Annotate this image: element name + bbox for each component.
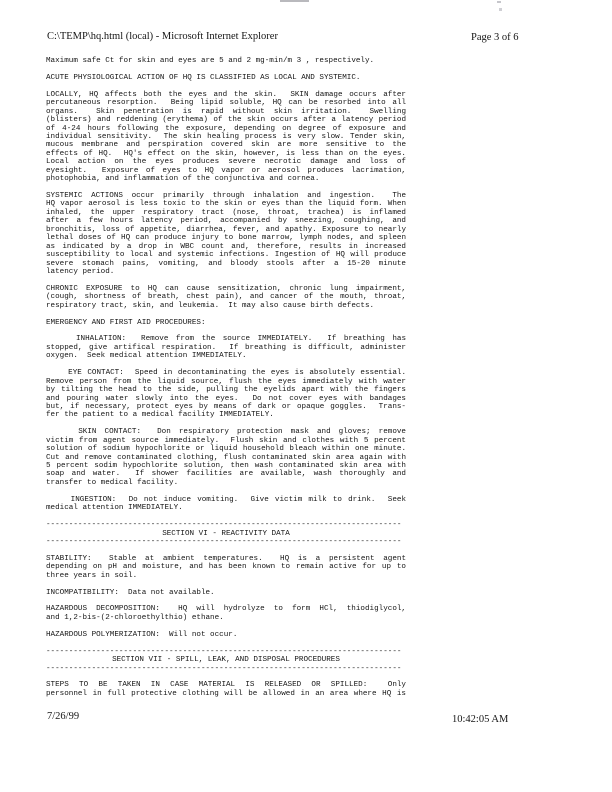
text-line: eyesight. Exposure of eyes to HQ vapor or aerosol produces lacrimation,	[46, 166, 406, 175]
text-line: EYE CONTACT: Speed in decontaminating the eyes is absolutely essential.	[46, 369, 406, 378]
blank-line	[46, 361, 406, 369]
print-header-page-number: Page 3 of 6	[471, 32, 519, 43]
section-vi-title: SECTION VI - REACTIVITY DATA	[162, 529, 290, 538]
text-line: severe stomach pains, vomiting, and bloody stools after a 15-20 minute	[46, 259, 406, 268]
text-line: oxygen. Seek medical attention IMMEDIATELY.	[46, 352, 247, 361]
blank-line	[46, 310, 406, 318]
section-divider: ------------------------------------------------------------------------------	[46, 537, 402, 546]
text-line: soap and water. If shower facilities are available, wash thoroughly and	[46, 470, 406, 479]
text-line: lethal doses of HQ can produce injury to bone marrow, lymph nodes, and spleen	[46, 234, 406, 243]
text-line: (cough, shortness of breath, chest pain), and cancer of the mouth, throat,	[46, 293, 406, 302]
scan-artifact	[497, 1, 501, 3]
text-line: INHALATION: Remove from the source IMMEDIATELY. If breathing has	[46, 335, 407, 344]
text-line: bronchitis, loss of appetite, diarrhea, fever, and apathy. Exposure to nearly	[46, 225, 406, 234]
text-line: STABILITY: Stable at ambient temperatures. HQ is a persistent agent	[46, 554, 406, 563]
print-footer-time: 10:42:05 AM	[452, 714, 509, 725]
text-line: INGESTION: Do not induce vomiting. Give victim milk to drink. Seek	[46, 495, 407, 504]
blank-line	[46, 546, 406, 554]
text-line: medical attention IMMEDIATELY.	[46, 504, 183, 513]
section-divider: ------------------------------------------------------------------------------	[46, 647, 402, 656]
text-line: susceptibility to local and systemic infections. Ingestion of HQ will produce	[46, 251, 406, 260]
text-line: Cut and remove contaminated clothing, flush contaminated skin area again with	[46, 453, 406, 462]
blank-line	[46, 597, 406, 605]
steps-paragraph	[46, 681, 406, 698]
emergency-heading: EMERGENCY AND FIRST AID PROCEDURES:	[46, 318, 206, 327]
text-line: 5 percent sodim hypochlorite solution, then wash contaminated skin area with	[46, 462, 406, 470]
text-line: fer the patient to a medical facility IMMEDIATELY.	[46, 411, 274, 420]
ingestion-paragraph	[46, 496, 406, 513]
print-header-title: C:\TEMP\hq.html (local) - Microsoft Internet Explorer	[47, 31, 278, 42]
section-vii-title: SECTION VII - SPILL, LEAK, AND DISPOSAL PROCEDURES	[112, 656, 340, 665]
blank-line	[46, 420, 406, 428]
blank-line	[46, 65, 406, 73]
blank-line	[46, 639, 406, 647]
blank-line	[46, 622, 406, 630]
text-line: but, if necessary, protect eyes by means of dark or opaque goggles. Trans-	[46, 402, 406, 411]
text-line: Local action on the eyes produces severe necrotic damage and loss of	[46, 158, 406, 167]
text-line: solution of sodium hypochlorite or liquid household bleach within one minute.	[46, 445, 406, 454]
text-line: stopped, give artifical respiration. If breathing is difficult, administer	[46, 343, 406, 352]
continuation-line: Maximum safe Ct for skin and eyes are 5 and 2 mg-min/m 3 , respectively.	[46, 57, 375, 65]
blank-line	[46, 82, 406, 90]
section-divider: ------------------------------------------------------------------------------	[46, 521, 402, 530]
text-line: of 4-24 hours following the exposure, depending on degree of exposure and	[46, 124, 406, 133]
text-line: HAZARDOUS DECOMPOSITION: HQ will hydrolyze to form HCl, thiodiglycol,	[46, 605, 406, 614]
blank-line	[46, 673, 406, 681]
print-footer-date: 7/26/99	[47, 711, 80, 722]
text-line: after a few hours latency period, accompanied by sneezing, coughing, and	[46, 217, 406, 226]
blank-line	[46, 580, 406, 588]
hazardous-polymerization-line: HAZARDOUS POLYMERIZATION: Will not occur.	[46, 630, 238, 639]
blank-line	[46, 487, 406, 495]
locally-paragraph	[46, 91, 406, 184]
text-line: personnel in full protective clothing will be allowed in an area where HQ is	[46, 689, 406, 698]
text-line: percutaneous resorption. Being lipid soluble, HQ can be resorbed into all	[46, 99, 406, 108]
scan-artifact	[499, 8, 502, 11]
blank-line	[46, 276, 406, 284]
text-line: and 1,2-bis-(2-chloroethylthio) ethane.	[46, 613, 224, 622]
text-line: respiratory tract, skin, and leukemia. It may also cause birth defects.	[46, 301, 375, 310]
document-body	[46, 57, 406, 698]
chronic-exposure-paragraph	[46, 285, 406, 310]
text-line: and pouring water slowly into the eyes. Do not cover eyes with bandages	[46, 394, 406, 403]
text-line: CHRONIC EXPOSURE to HQ can cause sensitization, chronic lung impairment,	[46, 284, 406, 293]
text-line: mucous membrane and perspiration covered skin are more sensitive to the	[46, 141, 406, 150]
text-line: organs. Skin penetration is rapid without skin irritation. Swelling	[46, 107, 406, 116]
eye-contact-paragraph	[46, 369, 406, 420]
text-line: individual sensitivity. The skin healing process is very slow. Tender skin,	[46, 132, 406, 141]
scan-artifact	[280, 0, 309, 2]
hazardous-decomposition-paragraph	[46, 605, 406, 622]
stability-paragraph	[46, 555, 406, 580]
incompatibility-line: INCOMPATIBILITY: Data not available.	[46, 588, 215, 597]
inhalation-paragraph	[46, 335, 406, 360]
text-line: photophobia, and inflammation of the conjunctiva and cornea.	[46, 175, 320, 184]
text-line: depending on pH and moisture, and has been known to remain active for up to	[46, 563, 406, 572]
text-line: STEPS TO BE TAKEN IN CASE MATERIAL IS RELEASED OR SPILLED: Only	[46, 681, 406, 690]
text-line: effects of HQ. HQ's effect on the skin, however, is less than on the eyes.	[46, 149, 406, 158]
text-line: inhaled, the upper respiratory tract (nose, throat, trachea) is inflamed	[46, 208, 406, 217]
blank-line	[46, 327, 406, 335]
systemic-paragraph	[46, 192, 406, 276]
skin-contact-paragraph	[46, 428, 406, 487]
text-line: transfer to medical facility.	[46, 478, 179, 487]
text-line: HQ vapor aerosol is less toxic to the skin or eyes than the liquid form. When	[46, 200, 406, 209]
section-divider: ------------------------------------------------------------------------------	[46, 664, 402, 673]
text-line: Remove person from the liquid source, flush the eyes immediately with water	[46, 377, 406, 386]
text-line: as indicated by a drop in WBC count and, therefore, results in increased	[46, 242, 406, 251]
text-line: SYSTEMIC ACTIONS occur primarily through inhalation and ingestion. The	[46, 192, 406, 200]
acute-action-heading: ACUTE PHYSIOLOGICAL ACTION OF HQ IS CLASSIFIED AS LOCAL AND SYSTEMIC.	[46, 73, 361, 82]
text-line: three years in soil.	[46, 571, 138, 580]
blank-line	[46, 184, 406, 192]
text-line: LOCALLY, HQ affects both the eyes and the skin. SKIN damage occurs after	[46, 90, 406, 99]
text-line: latency period.	[46, 267, 115, 276]
text-line: by tilting the head to the side, pulling the eyelids apart with the fingers	[46, 386, 406, 395]
text-line: victim from agent source immediately. Flush skin and clothes with 5 percent	[46, 436, 406, 445]
blank-line	[46, 513, 406, 521]
text-line: (blisters) and reddening (erythema) of the skin occurs after a latency period	[46, 116, 406, 125]
text-line: SKIN CONTACT: Don respiratory protection mask and gloves; remove	[46, 428, 406, 437]
